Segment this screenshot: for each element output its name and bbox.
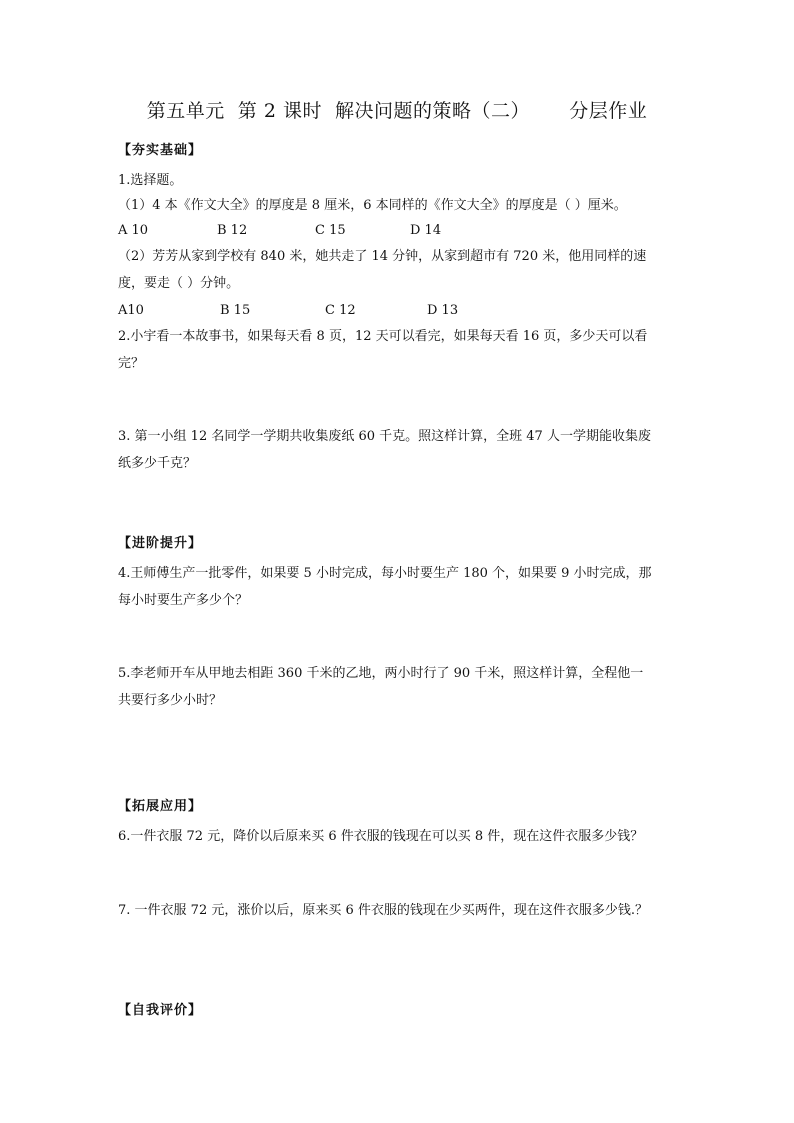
section-extend-heading: 【拓展应用】 [118,799,203,814]
q1-sub2-option-d: D 13 [427,303,459,318]
section-self-eval-heading: 【自我评价】 [118,1003,203,1018]
q1-heading: 1.选择题。 [118,173,183,188]
q1-sub1-option-c: C 15 [315,223,346,238]
q6-line1: 6.一件衣服 72 元，降价以后原来买 6 件衣服的钱现在可以买 8 件，现在这件衣服多少钱？ [118,829,644,844]
q1-sub1-option-d: D 14 [410,223,442,238]
q1-sub1-option-b: B 12 [217,223,248,238]
q5-line1: 5.李老师开车从甲地去相距 360 千米的乙地，两小时行了 90 千米，照这样计算，全程他一 [118,666,644,681]
q5-line2: 共要行多少小时？ [118,693,223,708]
page-title: 第五单元 第 2 课时 解决问题的策略（二） 分层作业 [146,100,648,122]
q1-sub2-option-b: B 15 [220,303,251,318]
q4-line1: 4.王师傅生产一批零件，如果要 5 小时完成，每小时要生产 180 个，如果要 9 小时完成，那 [118,566,652,581]
q1-sub1-text: （1）4 本《作文大全》的厚度是 8 厘米，6 本同样的《作文大全》的厚度是（ ）厘米。 [118,198,627,213]
q2-line1: 2.小宇看一本故事书，如果每天看 8 页，12 天可以看完，如果每天看 16 页，多少天可以看 [118,329,648,344]
q3-line2: 纸多少千克？ [118,456,197,471]
q1-sub1-option-a: A 10 [118,223,149,238]
q1-sub2-line2: 度，要走（ ）分钟。 [118,276,240,291]
q2-line2: 完？ [118,356,145,371]
q1-sub2-line1: （2）芳芳从家到学校有 840 米，她共走了 14 分钟，从家到超市有 720 米，他用同样的速 [118,249,647,264]
section-advanced-heading: 【进阶提升】 [118,536,203,551]
q4-line2: 每小时要生产多少个？ [118,593,249,608]
q3-line1: 3. 第一小组 12 名同学一学期共收集废纸 60 千克。照这样计算，全班 47 人一学期能收集废 [118,429,651,444]
section-basic-heading: 【夯实基础】 [118,143,203,158]
q1-sub2-option-a: A10 [118,303,144,318]
q7-line1: 7. 一件衣服 72 元，涨价以后，原来买 6 件衣服的钱现在少买两件，现在这件衣服多少钱.？ [118,903,649,918]
q1-sub2-option-c: C 12 [325,303,356,318]
